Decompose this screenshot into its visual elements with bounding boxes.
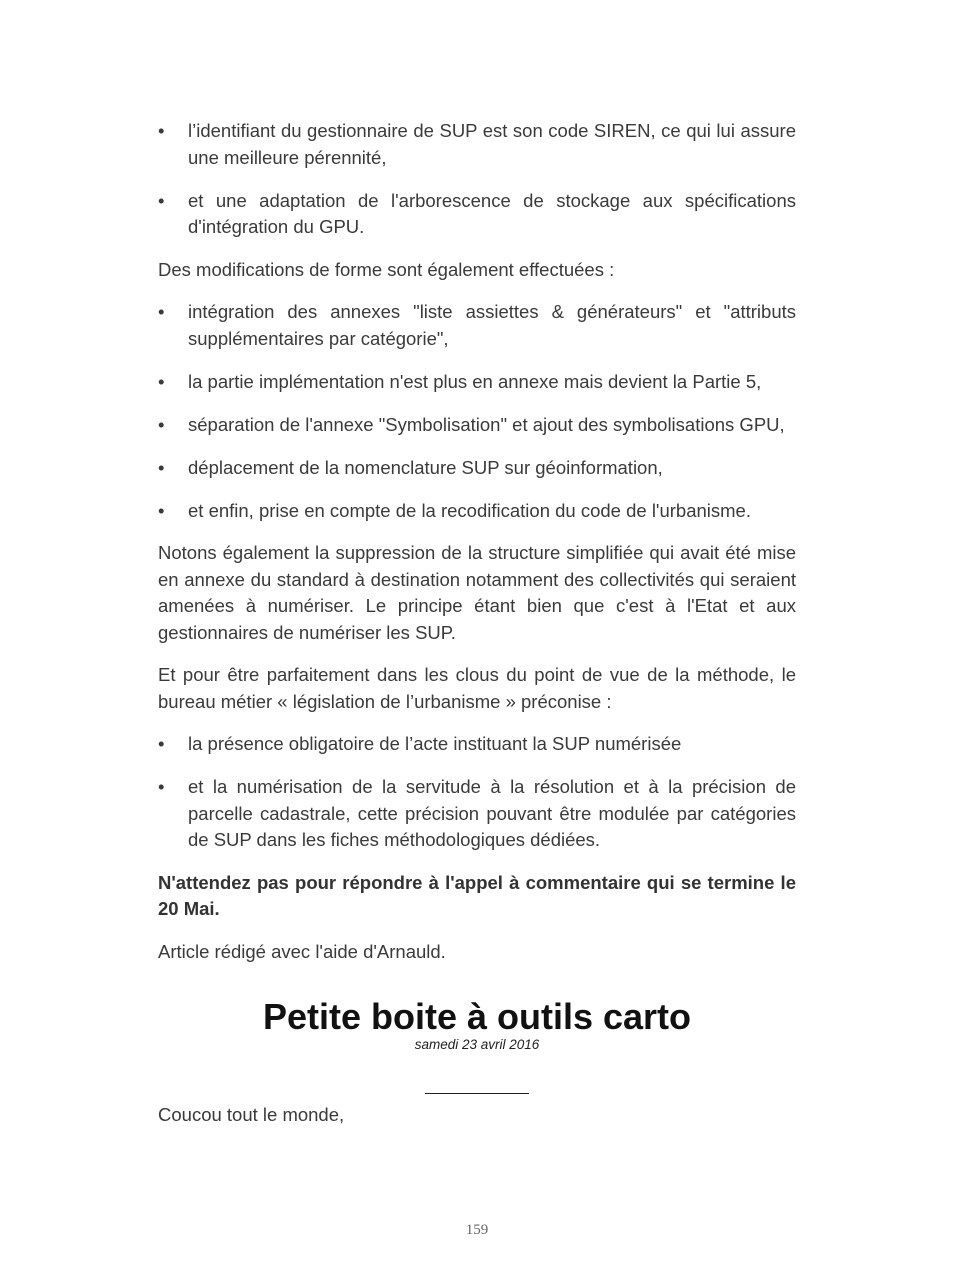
bullet-icon: • xyxy=(158,370,165,392)
list-item: • et une adaptation de l'arborescence de stockage aux spécifications d'intégration du GPU. xyxy=(158,189,796,237)
call-to-action: N'attendez pas pour répondre à l'appel à commentaire qui se termine le 20 Mai. xyxy=(158,871,796,919)
paragraph: Notons également la suppression de la structure simplifiée qui avait été mise en annexe du standard à destination notamment des collectivités qui seraient amenées à numériser. Le principe étant bien que c'est à l'Etat et aux gestionnaires de numériser les SUP. xyxy=(158,542,796,643)
paragraph: Article rédigé avec l'aide d'Arnauld. xyxy=(158,940,446,962)
list-item: • la partie implémentation n'est plus en annexe mais devient la Partie 5, xyxy=(158,369,796,396)
bullet-icon: • xyxy=(158,499,165,521)
greeting: Coucou tout le monde, xyxy=(158,1104,345,1125)
bullet-list-2 xyxy=(158,299,796,524)
bullet-list-1 xyxy=(158,118,796,241)
list-item: • déplacement de la nomenclature SUP sur géoinformation, xyxy=(158,455,796,482)
list-item: • et enfin, prise en compte de la recodification du code de l'urbanisme. xyxy=(158,498,796,525)
bullet-icon: • xyxy=(158,413,165,435)
list-item: • la présence obligatoire de l’acte instituant la SUP numérisée xyxy=(158,731,796,758)
bullet-icon: • xyxy=(158,733,165,754)
bullet-icon: • xyxy=(158,776,165,797)
bullet-icon: • xyxy=(158,189,165,211)
separator xyxy=(425,1093,529,1094)
page-content xyxy=(158,118,796,1145)
page-number: 159 xyxy=(465,1222,489,1238)
bullet-icon: • xyxy=(158,301,165,322)
list-item: • intégration des annexes "liste assiettes & générateurs" et "attributs supplémentaires par catégorie", xyxy=(158,301,796,349)
article-title: Petite boite à outils carto xyxy=(262,996,692,1037)
article-date: samedi 23 avril 2016 xyxy=(414,1037,540,1052)
paragraph: Et pour être parfaitement dans les clous du point de vue de la méthode, le bureau métier « législation de l’urbanisme » préconise : xyxy=(158,664,796,712)
paragraph: Des modifications de forme sont également effectuées : xyxy=(158,258,615,280)
list-item: • et la numérisation de la servitude à la résolution et à la précision de parcelle cadastrale, cette précision pouvant être modulée par catégories de SUP dans les fiches méthodologiques dédiées. xyxy=(158,776,796,850)
bullet-icon: • xyxy=(158,456,165,478)
list-item: • l’identifiant du gestionnaire de SUP est son code SIREN, ce qui lui assure une meilleure pérennité, xyxy=(158,120,796,168)
list-item: • séparation de l'annexe "Symbolisation" et ajout des symbolisations GPU, xyxy=(158,412,796,439)
bullet-list-3 xyxy=(158,731,796,854)
bullet-icon: • xyxy=(158,120,165,141)
